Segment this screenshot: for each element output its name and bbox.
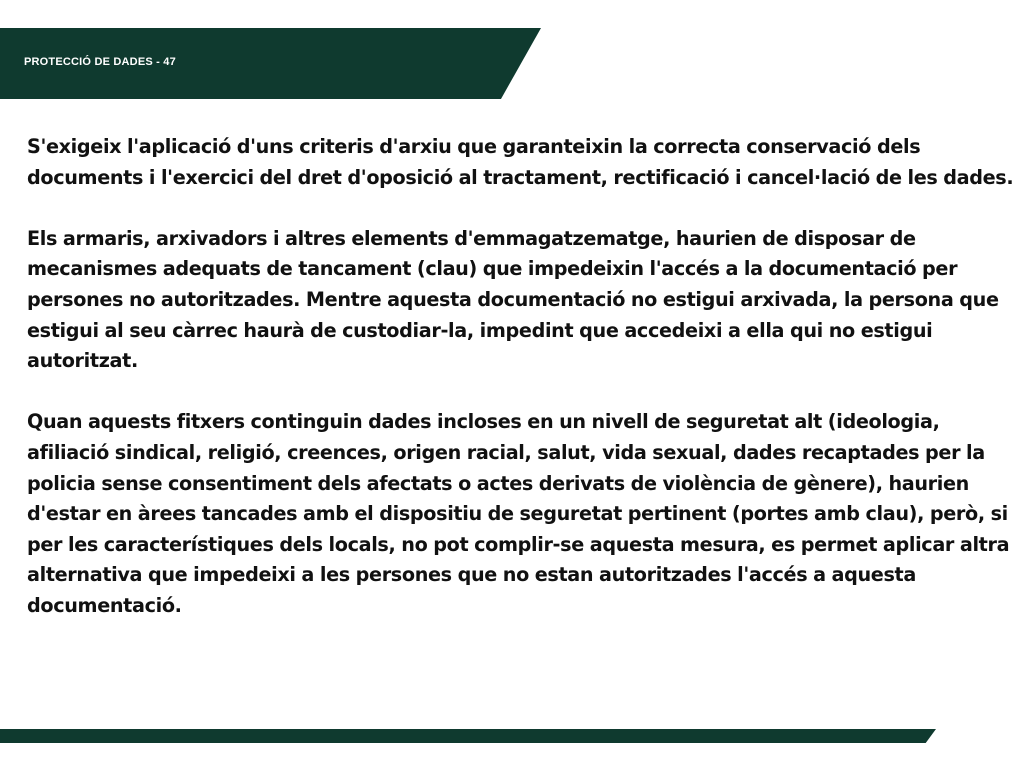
paragraph-archive-criteria: S'exigeix l'aplicació d'uns criteris d'arxiu que garanteixin la correcta conservació dels documents i l'exercici del dret d'oposició al tractament, rectificació i cancel·lació de les dades. [27, 135, 1014, 189]
slide-title: PROTECCIÓ DE DADES - 47 [24, 56, 176, 68]
footer-band [0, 729, 936, 743]
slide-body [27, 132, 1017, 652]
paragraph-high-security: Quan aquests fitxers continguin dades incloses en un nivell de seguretat alt (ideologia, afiliació sindical, religió, creences, origen racial, salut, vida sexual, dades recaptades per la policia sense consentiment dels afectats o actes derivats de violència de gènere), haurien d'estar en àrees tancades amb el dispositiu de seguretat pertinent (portes amb clau), però, si per les característiques dels locals, no pot complir-se aquesta mesura, es permet aplicar altra alternativa que impedeixi a les persones que no estan autoritzades l'accés a aquesta documentació. [27, 410, 1010, 617]
paragraph-storage-locks: Els armaris, arxivadors i altres elements d'emmagatzematge, haurien de disposar de mecanismes adequats de tancament (clau) que impedeixin l'accés a la documentació per persones no autoritzades. Mentre aquesta documentació no estigui arxivada, la persona que estigui al seu càrrec haurà de custodiar-la, impedint que accedeixi a ella qui no estigui autoritzat. [27, 226, 999, 373]
